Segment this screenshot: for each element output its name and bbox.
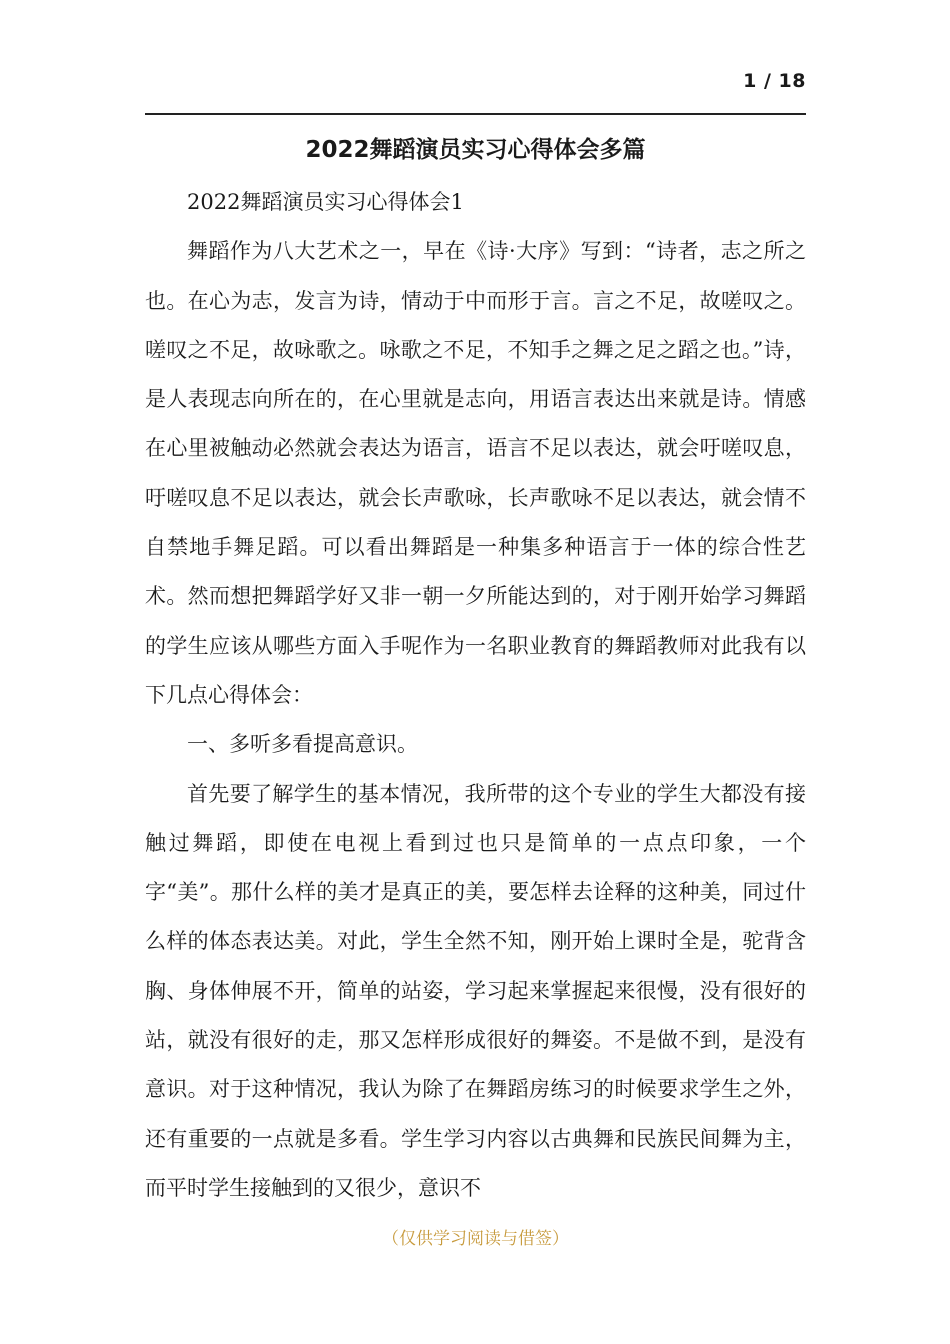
header-divider	[145, 113, 806, 115]
subsection-heading: 一、多听多看提高意识。	[187, 732, 418, 757]
section-heading: 2022舞蹈演员实习心得体会1	[187, 190, 464, 214]
page-number: 1 / 18	[743, 70, 806, 92]
document-body	[145, 178, 806, 1213]
body-paragraph: 舞蹈作为八大艺术之一，早在《诗·大序》写到：“诗者，志之所之也。在心为志，发言为诗，情动于中而形于言。言之不足，故嗟叹之。嗟叹之不足，故咏歌之。咏歌之不足，不知手之舞之足之蹈之也。”诗，是人表现志向所在的，在心里就是志向，用语言表达出来就是诗。情感在心里被触动必然就会表达为语言，语言不足以表达，就会吁嗟叹息，吁嗟叹息不足以表达，就会长声歌咏，长声歌咏不足以表达，就会情不自禁地手舞足蹈。可以看出舞蹈是一种集多种语言于一体的综合性艺术。然而想把舞蹈学好又非一朝一夕所能达到的，对于刚开始学习舞蹈的学生应该从哪些方面入手呢作为一名职业教育的舞蹈教师对此我有以下几点心得体会：	[145, 239, 806, 707]
body-paragraph: 首先要了解学生的基本情况，我所带的这个专业的学生大都没有接触过舞蹈，即使在电视上看到过也只是简单的一点点印象，一个字“美”。那什么样的美才是真正的美，要怎样去诠释的这种美，同过什么样的体态表达美。对此，学生全然不知，刚开始上课时全是，驼背含胸、身体伸展不开，简单的站姿，学习起来掌握起来很慢，没有很好的站，就没有很好的走，那又怎样形成很好的舞姿。不是做不到，是没有意识。对于这种情况，我认为除了在舞蹈房练习的时候要求学生之外，还有重要的一点就是多看。学生学习内容以古典舞和民族民间舞为主，而平时学生接触到的又很少，意识不	[145, 781, 806, 1200]
footer-note: （仅供学习阅读与借签）	[382, 1229, 569, 1249]
document-title: 2022舞蹈演员实习心得体会多篇	[305, 137, 646, 163]
